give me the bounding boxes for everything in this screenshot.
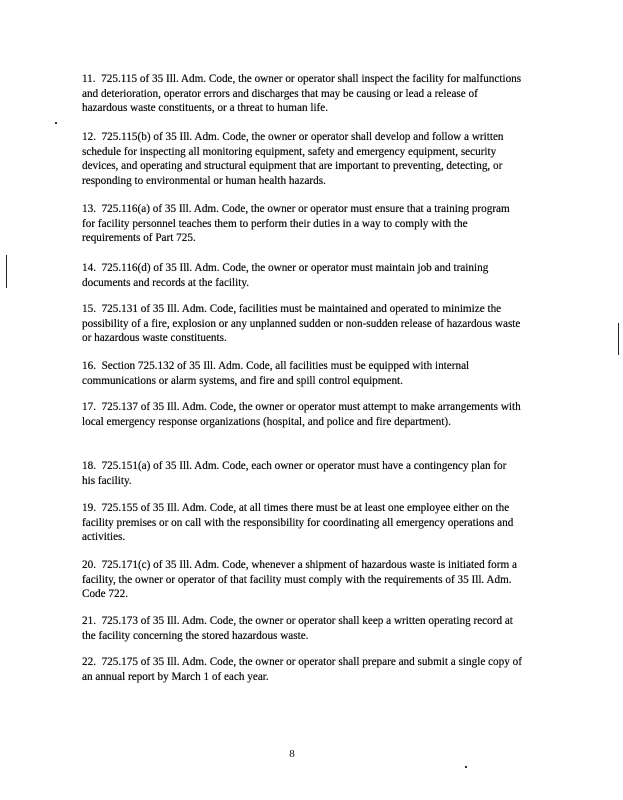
paragraph-12 [82, 130, 522, 188]
paragraph-number: 18. [82, 460, 96, 472]
paragraph-number: 16. [82, 360, 96, 372]
paragraph-11 [82, 72, 522, 116]
paragraph-18 [82, 459, 522, 488]
paragraph-13 [82, 202, 522, 246]
paragraph-number: 11. [82, 73, 96, 85]
paragraph-21 [82, 614, 522, 643]
paragraph-text: 725.131 of 35 Ill. Adm. Code, facilities must be maintained and operated to minimize the possibility of a fire, explosion or any unplanned sudden or non-sudden release of hazardous waste or hazardous waste constituents. [82, 303, 521, 345]
paragraph-text: 725.116(d) of 35 Ill. Adm. Code, the owner or operator must maintain job and training documents and records at the facility. [82, 262, 489, 289]
paragraph-text: 725.137 of 35 Ill. Adm. Code, the owner or operator must attempt to make arrangements with local emergency response organizations (hospital, and police and fire department). [82, 401, 521, 428]
paragraph-22 [82, 655, 522, 684]
paragraph-text: 725.173 of 35 Ill. Adm. Code, the owner or operator shall keep a written operating record at the facility concerning the stored hazardous waste. [82, 615, 513, 642]
paragraph-16 [82, 359, 522, 388]
paragraph-text: 725.115 of 35 Ill. Adm. Code, the owner or operator shall inspect the facility for malfunctions and deterioration, operator errors and discharges that may be causing or lead a release of hazardous waste constituents, or a threat to human life. [82, 73, 522, 115]
page-number: 8 [289, 748, 295, 760]
scan-margin-mark [6, 255, 7, 288]
scan-margin-mark [618, 323, 619, 355]
paragraph-number: 19. [82, 502, 96, 514]
paragraph-number: 15. [82, 303, 96, 315]
paragraph-text: Section 725.132 of 35 Ill. Adm. Code, all facilities must be equipped with internal communications or alarm systems, and fire and spill control equipment. [82, 360, 470, 387]
paragraph-number: 13. [82, 203, 96, 215]
paragraph-20 [82, 558, 522, 602]
scan-speck [55, 122, 57, 124]
paragraph-number: 20. [82, 559, 96, 571]
paragraph-text: 725.116(a) of 35 Ill. Adm. Code, the owner or operator must ensure that a training program for facility personnel teaches them to perform their duties in a way to comply with the requirements of Part 725. [82, 203, 510, 245]
paragraph-15 [82, 302, 522, 346]
paragraph-19 [82, 501, 522, 545]
paragraph-text: 725.171(c) of 35 Ill. Adm. Code, whenever a shipment of hazardous waste is initiated form a facility, the owner or operator of that facility must comply with the requirements of 35 Ill. Adm. Code 722. [82, 559, 517, 601]
paragraph-text: 725.155 of 35 Ill. Adm. Code, at all times there must be at least one employee either on the facility premises or on call with the responsibility for coordinating all emergency operations and activities. [82, 502, 514, 544]
paragraph-number: 21. [82, 615, 96, 627]
paragraph-17 [82, 400, 522, 429]
scan-speck [465, 766, 467, 768]
paragraph-text: 725.151(a) of 35 Ill. Adm. Code, each owner or operator must have a contingency plan for his facility. [82, 460, 507, 487]
paragraph-number: 14. [82, 262, 96, 274]
paragraph-14 [82, 261, 522, 290]
paragraph-text: 725.175 of 35 Ill. Adm. Code, the owner or operator shall prepare and submit a single copy of an annual report by March 1 of each year. [82, 656, 522, 683]
paragraph-number: 12. [82, 131, 96, 143]
paragraph-text: 725.115(b) of 35 Ill. Adm. Code, the owner or operator shall develop and follow a written schedule for inspecting all monitoring equipment, safety and emergency equipment, security devices, and operating and structural equipment that are important to preventing, detecting, or responding to environmental or human health hazards. [82, 131, 504, 187]
paragraph-number: 22. [82, 656, 96, 668]
paragraph-number: 17. [82, 401, 96, 413]
